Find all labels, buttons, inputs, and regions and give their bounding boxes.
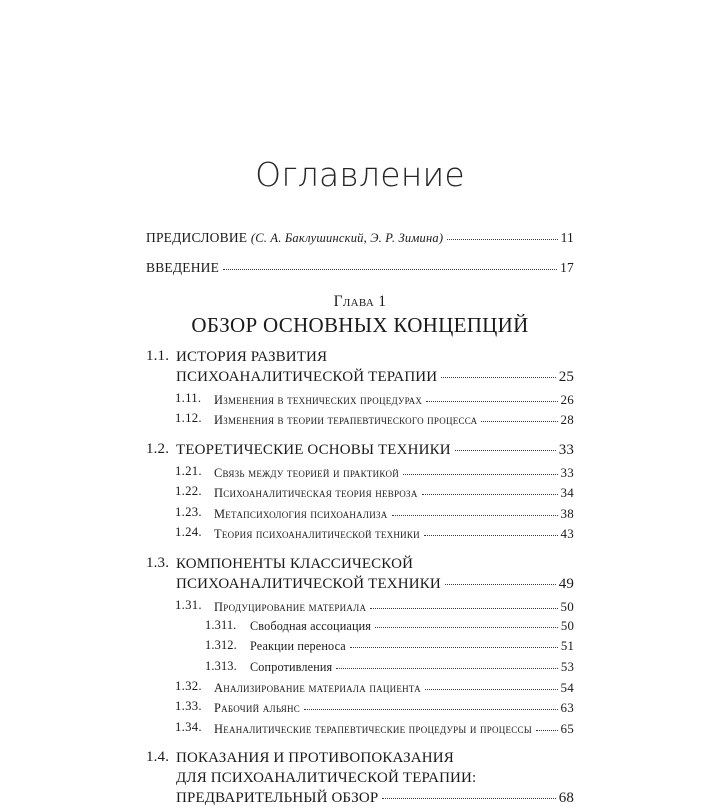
- toc-line-row: [214, 525, 574, 543]
- page-number: 28: [560, 412, 574, 428]
- dot-leader: [370, 608, 557, 609]
- toc-line-row: [214, 411, 574, 429]
- toc-content: [146, 0, 574, 809]
- toc-line-row: [176, 441, 574, 461]
- front-matter-title: ВВЕДЕНИЕ: [146, 259, 220, 275]
- toc-entry-level-3[interactable]: [146, 618, 574, 635]
- entry-title-line: Свободная ассоциация: [250, 619, 372, 634]
- front-matter-entry[interactable]: [146, 261, 574, 275]
- entry-title-line: Сопротивления: [250, 659, 333, 674]
- entry-title-line: КОМПОНЕНТЫ КЛАССИЧЕСКОЙ: [176, 556, 414, 573]
- entry-body: [250, 638, 574, 655]
- entry-number: 1.4.: [146, 749, 170, 766]
- toc-line-row: [176, 575, 574, 595]
- entry-title-line: Анализирование материала пациента: [214, 680, 421, 695]
- entry-body: [176, 348, 574, 388]
- entry-title-line: ИСТОРИЯ РАЗВИТИЯ: [176, 348, 328, 365]
- entry-body: [250, 618, 574, 635]
- entry-title-line: Изменения в теории терапевтического процесса: [214, 413, 478, 428]
- dot-leader: [425, 689, 558, 690]
- toc-line-row: [214, 505, 574, 523]
- toc-entry-level-2[interactable]: [146, 411, 574, 429]
- entry-title-line: ТЕОРЕТИЧЕСКИЕ ОСНОВЫ ТЕХНИКИ: [176, 441, 451, 458]
- entry-number: 1.23.: [175, 504, 202, 519]
- entry-body: [214, 411, 574, 429]
- page-number: 65: [560, 720, 574, 736]
- entry-title-line: ПСИХОАНАЛИТИЧЕСКОЙ ТЕРАПИИ: [176, 368, 438, 385]
- entry-number: 1.24.: [175, 525, 202, 540]
- toc-line-row: [214, 391, 574, 409]
- dot-leader: [447, 239, 557, 240]
- entry-title-line: Психоаналитическая теория невроза: [214, 486, 418, 501]
- toc-line-row: [176, 789, 574, 809]
- entry-number: 1.34.: [175, 719, 202, 734]
- page-number: 54: [560, 679, 574, 695]
- entry-number: 1.32.: [175, 678, 202, 693]
- entry-title-line: Связь между теорией и практикой: [214, 465, 399, 480]
- page-number: 50: [560, 598, 574, 614]
- front-matter-authors: (С. А. Баклушинский, Э. Р. Зимина): [250, 231, 444, 246]
- page-number: 68: [558, 790, 574, 807]
- page-number: 50: [560, 619, 574, 634]
- toc-entry-level-2[interactable]: [146, 720, 574, 738]
- toc-entry-level-3[interactable]: [146, 638, 574, 655]
- entry-body: [214, 505, 574, 523]
- toc-line-row: [250, 618, 574, 635]
- page-number: 33: [558, 441, 574, 458]
- entry-number: 1.312.: [205, 638, 237, 653]
- entry-number: 1.22.: [175, 484, 202, 499]
- toc-line-row: [176, 769, 574, 789]
- dot-leader: [392, 515, 558, 516]
- entry-body: [214, 699, 574, 717]
- entry-title-line: Продуцирование материала: [214, 599, 367, 614]
- toc-line-row: [214, 679, 574, 697]
- toc-line-row: [214, 598, 574, 616]
- entry-body: [176, 749, 574, 808]
- toc-entry-level-1[interactable]: [146, 555, 574, 595]
- page-number: 51: [560, 639, 574, 654]
- dot-leader: [350, 647, 558, 648]
- entry-body: [214, 484, 574, 502]
- entry-title-line: Изменения в технических процедурах: [214, 392, 423, 407]
- toc-entry-level-2[interactable]: [146, 699, 574, 717]
- toc-line-row: [176, 368, 574, 388]
- entry-body: [250, 659, 574, 676]
- dot-leader: [481, 421, 557, 422]
- entry-title-line: Теория психоаналитической техники: [214, 527, 420, 542]
- chapter-heading: [146, 292, 574, 339]
- entry-title-line: ПОКАЗАНИЯ И ПРОТИВОПОКАЗАНИЯ: [176, 750, 454, 767]
- toc-line-row: [214, 484, 574, 502]
- page-number: 11: [560, 230, 574, 246]
- page-number: 33: [560, 464, 574, 480]
- front-matter-entry[interactable]: [146, 231, 574, 245]
- entry-body: [214, 525, 574, 543]
- dot-leader: [424, 535, 558, 536]
- dot-leader: [223, 269, 557, 270]
- dot-leader: [403, 474, 558, 475]
- toc-entry-level-2[interactable]: [146, 525, 574, 543]
- toc-entry-level-2[interactable]: [146, 464, 574, 482]
- entry-number: 1.33.: [175, 699, 202, 714]
- toc-line-row: [176, 749, 574, 769]
- entry-title-line: ДЛЯ ПСИХОАНАЛИТИЧЕСКОЙ ТЕРАПИИ:: [176, 770, 477, 787]
- page-number: 43: [560, 526, 574, 542]
- toc-entry-level-2[interactable]: [146, 505, 574, 523]
- entry-body: [214, 720, 574, 738]
- entry-number: 1.12.: [175, 411, 202, 426]
- toc-entry-level-2[interactable]: [146, 391, 574, 409]
- entry-number: 1.11.: [175, 390, 202, 405]
- entry-number: 1.3.: [146, 555, 170, 572]
- entry-body: [176, 441, 574, 461]
- toc-line-row: [176, 348, 574, 368]
- toc-entry-level-3[interactable]: [146, 659, 574, 676]
- entry-title-line: ПСИХОАНАЛИТИЧЕСКОЙ ТЕХНИКИ: [176, 575, 441, 592]
- entry-body: [214, 391, 574, 409]
- entry-title-line: Неаналитические терапевтические процедуры и процессы: [214, 721, 532, 736]
- entry-number: 1.21.: [175, 463, 202, 478]
- dot-leader: [422, 494, 558, 495]
- page-number: 53: [560, 659, 574, 674]
- chapter-label: Глава 1: [333, 293, 387, 311]
- page-number: 25: [558, 368, 574, 385]
- page-number: 38: [560, 505, 574, 521]
- dot-leader: [455, 450, 556, 451]
- dot-leader: [382, 798, 555, 799]
- dot-leader: [445, 584, 556, 585]
- toc-line-row: [250, 638, 574, 655]
- entry-body: [214, 464, 574, 482]
- page-number: 17: [560, 259, 574, 275]
- page-title: Оглавление: [255, 155, 465, 194]
- entry-title-line: Реакции переноса: [250, 639, 346, 654]
- toc-entry-level-2[interactable]: [146, 484, 574, 502]
- dot-leader: [441, 377, 555, 378]
- page-number: 63: [560, 700, 574, 716]
- entry-title-line: Метапсихология психоанализа: [214, 506, 388, 521]
- dot-leader: [536, 730, 558, 731]
- toc-line-row: [250, 659, 574, 676]
- dot-leader: [375, 627, 558, 628]
- toc-entry-level-2[interactable]: [146, 679, 574, 697]
- entry-number: 1.311.: [205, 618, 237, 633]
- dot-leader: [336, 668, 558, 669]
- entry-body: [214, 679, 574, 697]
- toc-entry-level-1[interactable]: [146, 441, 574, 461]
- toc-line-row: [214, 720, 574, 738]
- page-number: 26: [560, 391, 574, 407]
- entry-body: [214, 598, 574, 616]
- entry-number: 1.31.: [175, 597, 202, 612]
- chapter-title: ОБЗОР ОСНОВНЫХ КОНЦЕПЦИЙ: [191, 312, 529, 337]
- entry-title-line: ПРЕДВАРИТЕЛЬНЫЙ ОБЗОР: [176, 790, 379, 807]
- dot-leader: [304, 709, 557, 710]
- toc-entry-level-1[interactable]: [146, 348, 574, 388]
- toc-line-row: [214, 699, 574, 717]
- toc-entry-level-1[interactable]: [146, 749, 574, 808]
- entry-title-line: Рабочий альянс: [214, 701, 301, 716]
- page-number: 34: [560, 485, 574, 501]
- entry-number: 1.2.: [146, 440, 170, 457]
- page-number: 49: [558, 575, 574, 592]
- toc-entries: [146, 348, 574, 809]
- front-matter-title: ПРЕДИСЛОВИЕ: [146, 230, 248, 246]
- front-matter-list: [146, 231, 574, 274]
- toc-line-row: [214, 464, 574, 482]
- toc-entry-level-2[interactable]: [146, 598, 574, 616]
- entry-number: 1.1.: [146, 347, 170, 364]
- entry-number: 1.313.: [205, 658, 237, 673]
- dot-leader: [426, 401, 557, 402]
- toc-line-row: [176, 555, 574, 575]
- entry-body: [176, 555, 574, 595]
